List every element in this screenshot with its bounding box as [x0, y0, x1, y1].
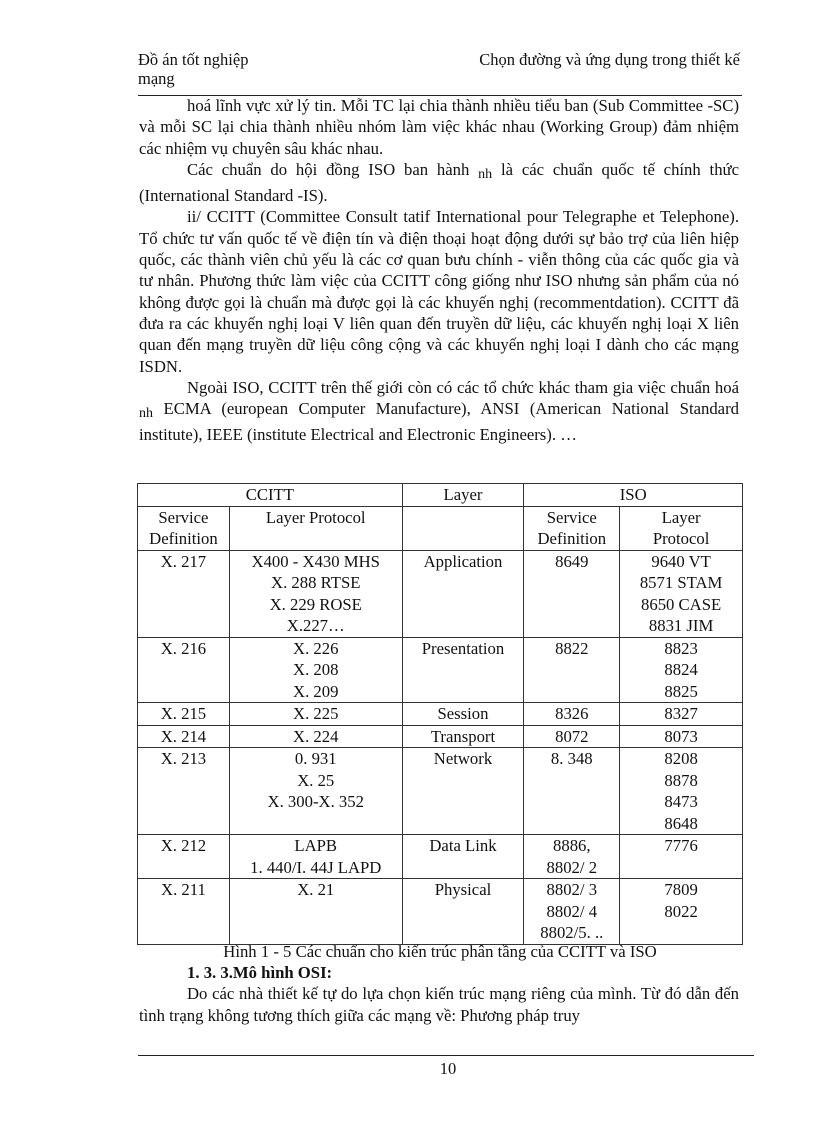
- cell-line: X. 212: [160, 836, 207, 855]
- subheader-line: Definition: [149, 529, 218, 548]
- cell-line: X. 211: [161, 880, 206, 899]
- table-row: [138, 835, 743, 879]
- cell-line: X. 214: [160, 726, 207, 746]
- cell-line: 8022: [664, 901, 698, 921]
- cell-line: 8649: [555, 551, 589, 571]
- cell-line: 8473: [664, 792, 698, 811]
- cell-iso-service: [524, 550, 620, 637]
- table-group-header-row: [138, 484, 743, 507]
- cell-line: X. 300-X. 352: [267, 792, 364, 811]
- cell-line: 8208: [664, 749, 698, 768]
- cell-line: X.227…: [286, 616, 345, 635]
- table-row: [138, 550, 743, 637]
- cell-layer: [402, 725, 524, 748]
- subheader-iso-service: [524, 506, 620, 550]
- cell-line: 8. 348: [550, 749, 593, 768]
- subheader-ccitt-protocol: [229, 506, 402, 550]
- p2-text-a: Các chuẩn do hội đồng ISO ban hành: [187, 159, 470, 179]
- header-iso: ISO: [524, 484, 743, 507]
- cell-ccitt-protocol: [229, 879, 402, 945]
- cell-line: 7776: [664, 836, 698, 855]
- standards-table: [137, 483, 743, 945]
- cell-line: 0. 931: [294, 749, 337, 768]
- subheader-line: Layer: [661, 507, 701, 527]
- cell-line: Application: [423, 551, 503, 571]
- header-layer: Layer: [402, 484, 524, 507]
- cell-iso-protocol: [620, 703, 743, 726]
- footer-rule: [138, 1055, 754, 1056]
- cell-line: 8878: [664, 770, 698, 790]
- header-ccitt: CCITT: [138, 484, 403, 507]
- p4-text-a: Ngoài ISO, CCITT trên thế giới còn có các tổ chức khác tham gia việc chuẩn hoá: [187, 377, 739, 397]
- cell-line: Session: [437, 704, 489, 723]
- p4-subscript: nh: [139, 406, 153, 422]
- figure-caption: Hình 1 - 5 Các chuẩn cho kiến trúc phân tầng của CCITT và ISO: [223, 942, 657, 961]
- paragraph-iso-standards: [139, 159, 739, 207]
- p4-text-b: ECMA (european Computer Manufacture), ANSI (American National Standard institute), IEEE (institute Electrical and Electronic Engineers). …: [139, 399, 739, 445]
- header-left-line2: mạng: [138, 69, 175, 88]
- header-right: Chọn đường và ứng dụng trong thiết kế: [479, 50, 740, 69]
- cell-line: X. 217: [160, 551, 207, 571]
- cell-line: 8823: [664, 638, 698, 658]
- cell-line: 8824: [664, 660, 698, 679]
- table-row: [138, 748, 743, 835]
- cell-line: 8650 CASE: [641, 594, 722, 614]
- subheader-iso-protocol: [620, 506, 743, 550]
- table-sub-header-row: [138, 506, 743, 550]
- cell-ccitt-protocol: [229, 725, 402, 748]
- cell-layer: [402, 703, 524, 726]
- cell-line: 7809: [664, 880, 698, 899]
- subheader-line: Service: [158, 507, 209, 527]
- header-left: [138, 50, 288, 88]
- table-row: [138, 703, 743, 726]
- p2-subscript: nh: [478, 166, 493, 182]
- cell-iso-protocol: [620, 879, 743, 945]
- cell-line: 8822: [555, 638, 589, 658]
- cell-line: 8571 STAM: [639, 573, 723, 592]
- standards-table-body: [138, 484, 743, 945]
- cell-ccitt-service: [138, 637, 230, 703]
- cell-line: 8802/ 3: [546, 880, 598, 899]
- cell-line: X400 - X430 MHS: [251, 551, 380, 571]
- paragraph-ccitt: ii/ CCITT (Committee Consult tatif International pour Telegraphe et Telephone). Tổ chức tư vấn quốc tế về điện tín và điện thoại hoạt động dưới sự bảo trợ của liên hiệp quốc, các thành viên chủ yếu là các cơ quan bưu chính - viễn thông của các quốc gia và tư nhân. Phương thức làm việc của CCITT công giống như ISO nhưng sản phẩm của nó không được gọi là chuẩn mà được gọi là các khuyến nghị (recommentdation). CCITT đã đưa ra các khuyến nghị loại V liên quan đến truyền dữ liệu, các khuyến nghị loại X liên quan đến mạng truyền dữ liệu công cộng và các khuyến nghị loại I dành cho các mạng ISDN.: [139, 207, 739, 376]
- header-left-line1: Đồ án tốt nghiệp: [138, 50, 249, 69]
- section-osi: [139, 962, 739, 1026]
- subheader-ccitt-service: [138, 506, 230, 550]
- cell-iso-service: [524, 748, 620, 835]
- cell-ccitt-service: [138, 879, 230, 945]
- cell-layer: [402, 637, 524, 703]
- cell-layer: [402, 835, 524, 879]
- paragraph-continuation: hoá lĩnh vực xử lý tin. Mỗi TC lại chia thành nhiều tiểu ban (Sub Committee -SC) và mỗi SC lại chia thành nhiều nhóm làm việc khác nhau (Working Group) đảm nhiệm các nhiệm vụ chuyên sâu khác nhau.: [139, 96, 739, 158]
- paragraph-other-orgs: [139, 377, 739, 446]
- cell-line: X. 216: [160, 638, 207, 658]
- cell-line: 8072: [555, 726, 589, 746]
- cell-line: 9640 VT: [651, 551, 711, 571]
- cell-line: 8831 JIM: [648, 616, 714, 635]
- cell-ccitt-service: [138, 725, 230, 748]
- cell-iso-service: [524, 703, 620, 726]
- cell-ccitt-service: [138, 550, 230, 637]
- cell-line: Network: [433, 749, 493, 768]
- cell-iso-service: [524, 725, 620, 748]
- cell-ccitt-protocol: [229, 748, 402, 835]
- table-row: [138, 725, 743, 748]
- cell-line: Physical: [434, 880, 492, 899]
- table-row: [138, 637, 743, 703]
- cell-line: X. 225: [293, 704, 339, 723]
- cell-ccitt-service: [138, 703, 230, 726]
- cell-iso-service: [524, 879, 620, 945]
- subheader-line: Service: [546, 507, 597, 527]
- cell-line: 8886,: [553, 836, 591, 855]
- subheader-line: Layer Protocol: [265, 507, 366, 527]
- cell-layer: [402, 748, 524, 835]
- cell-line: 8825: [664, 681, 698, 701]
- p2-text-b: là các chuẩn quốc tế chính thức (International Standard -IS).: [139, 159, 739, 206]
- cell-ccitt-service: [138, 835, 230, 879]
- cell-line: X. 21: [297, 880, 335, 899]
- cell-ccitt-protocol: [229, 835, 402, 879]
- cell-ccitt-protocol: [229, 703, 402, 726]
- cell-line: X. 213: [160, 749, 207, 768]
- cell-line: 8648: [664, 813, 698, 833]
- cell-layer: [402, 879, 524, 945]
- cell-line: X. 209: [293, 681, 339, 701]
- cell-line: Transport: [430, 726, 496, 746]
- cell-line: 8327: [664, 704, 698, 723]
- cell-line: X. 208: [293, 660, 339, 679]
- cell-iso-protocol: [620, 725, 743, 748]
- cell-line: Presentation: [421, 638, 505, 658]
- cell-line: X. 25: [297, 770, 335, 790]
- table-row: [138, 879, 743, 945]
- paragraph-osi: Do các nhà thiết kế tự do lựa chọn kiến trúc mạng riêng của mình. Từ đó dẫn đến tình trạng không tương thích giữa các mạng về: Phương pháp truy: [139, 984, 739, 1025]
- cell-line: 8802/ 2: [546, 857, 598, 877]
- cell-line: Data Link: [429, 836, 497, 855]
- subheader-line: Definition: [537, 529, 607, 548]
- cell-line: LAPB: [294, 836, 338, 855]
- cell-ccitt-protocol: [229, 550, 402, 637]
- body-text: [139, 95, 739, 446]
- cell-line: 1. 440/I. 44J LAPD: [250, 857, 382, 877]
- cell-iso-protocol: [620, 835, 743, 879]
- cell-line: X. 229 ROSE: [269, 594, 362, 614]
- subheader-layer-empty: [402, 506, 524, 550]
- cell-iso-protocol: [620, 637, 743, 703]
- cell-iso-service: [524, 637, 620, 703]
- cell-ccitt-protocol: [229, 637, 402, 703]
- cell-line: X. 224: [293, 726, 339, 746]
- cell-ccitt-service: [138, 748, 230, 835]
- cell-line: X. 288 RTSE: [271, 573, 361, 592]
- cell-line: X. 215: [160, 704, 207, 723]
- cell-line: X. 226: [293, 638, 339, 658]
- page-number: 10: [439, 1059, 457, 1078]
- cell-layer: [402, 550, 524, 637]
- cell-iso-protocol: [620, 748, 743, 835]
- subheader-line: Protocol: [652, 529, 710, 548]
- cell-iso-protocol: [620, 550, 743, 637]
- cell-line: 8802/ 4: [546, 901, 598, 921]
- cell-line: 8802/5. ..: [540, 923, 604, 942]
- cell-line: 8073: [664, 726, 698, 746]
- cell-iso-service: [524, 835, 620, 879]
- cell-line: 8326: [555, 704, 589, 723]
- section-heading: 1. 3. 3.Mô hình OSI:: [187, 963, 333, 982]
